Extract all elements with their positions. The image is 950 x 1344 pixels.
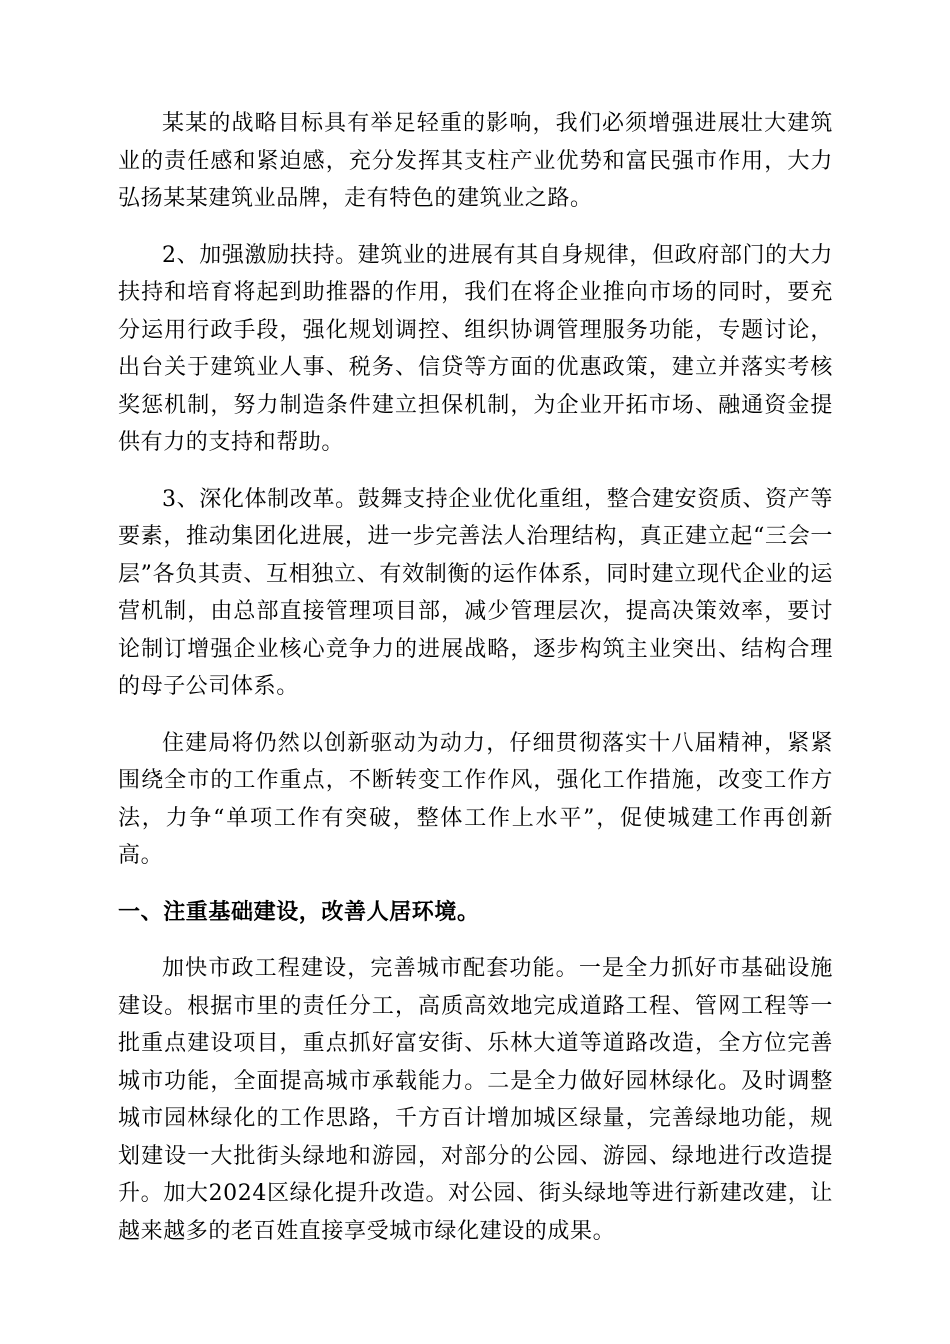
paragraph-municipal-construction: 加快市政工程建设，完善城市配套功能。一是全力抓好市基础设施建设。根据市里的责任分工，高质高效地完成道路工程、管网工程等一批重点建设项目，重点抓好富安街、乐林大道等道路改造，全方位完善城市功能，全面提高城市承载能力。二是全力做好园林绿化。及时调整城市园林绿化的工作思路，千方百计增加城区绿量，完善绿地功能，规划建设一大批街头绿地和游园，对部分的公园、游园、绿地进行改造提升。加大2024区绿化提升改造。对公园、街头绿地等进行新建改建，让越来越多的老百姓直接享受城市绿化建设的成果。 xyxy=(118,956,833,1244)
paragraph-strategic-goal: 某某的战略目标具有举足轻重的影响，我们必须增强进展壮大建筑业的责任感和紧迫感，充分发挥其支柱产业优势和富民强市作用，大力弘扬某某建筑业品牌，走有特色的建筑业之路。 xyxy=(118,111,833,211)
paragraph-housing-bureau: 住建局将仍然以创新驱动为动力，仔细贯彻落实十八届精神，紧紧围绕全市的工作重点，不断转变工作作风，强化工作措施，改变工作方法，力争“单项工作有突破，整体工作上水平”，促使城建工作再创新高。 xyxy=(118,730,833,868)
paragraph-system-reform: 3、深化体制改革。鼓舞支持企业优化重组，整合建安资质、资产等要素，推动集团化进展，进一步完善法人治理结构，真正建立起“三会一层”各负其责、互相独立、有效制衡的运作体系，同时建立现代企业的运营机制，由总部直接管理项目部，减少管理层次，提高决策效率，要讨论制订增强企业核心竞争力的进展战略，逐步构筑主业突出、结构合理的母子公司体系。 xyxy=(118,486,833,699)
paragraph-incentive-support: 2、加强激励扶持。建筑业的进展有其自身规律，但政府部门的大力扶持和培育将起到助推器的作用，我们在将企业推向市场的同时，要充分运用行政手段，强化规划调控、组织协调管理服务功能，专题讨论，出台关于建筑业人事、税务、信贷等方面的优惠政策，建立并落实考核奖惩机制，努力制造条件建立担保机制，为企业开拓市场、融通资金提供有力的支持和帮助。 xyxy=(118,242,833,455)
document-body xyxy=(118,105,833,1269)
section-heading: 一、注重基础建设，改善人居环境。 xyxy=(118,898,480,925)
